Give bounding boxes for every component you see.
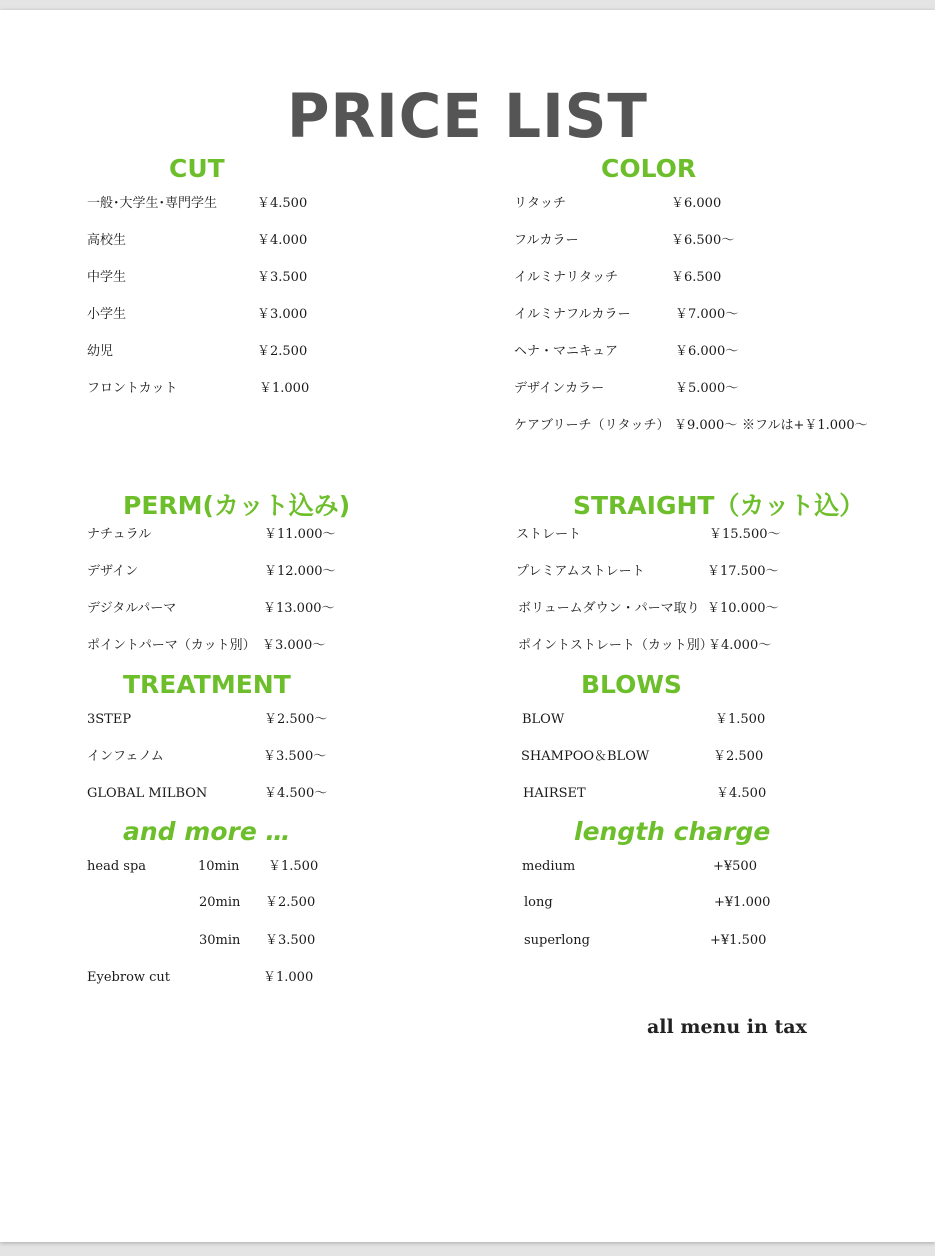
cut-heading: CUT (169, 154, 225, 183)
blows-item-price: ￥1.500 (715, 712, 766, 727)
cut-item-price: ￥1.000 (259, 381, 310, 396)
color-item-name: フルカラー (514, 233, 579, 248)
straight-heading: STRAIGHT（カット込） (573, 491, 865, 520)
color-item-price: ￥6.500～ (671, 233, 735, 248)
blows-item-price: ￥2.500 (713, 749, 764, 764)
straight-item-name: プレミアムストレート (516, 564, 645, 579)
treatment-item-price: ￥3.500～ (263, 749, 327, 764)
and-more-item-duration: 10min (198, 859, 240, 874)
straight-item-name: ポイントストレート（カット別） (518, 638, 713, 653)
color-heading: COLOR (601, 154, 697, 183)
cut-item-price: ￥3.500 (257, 270, 308, 285)
and-more-item-price: ￥1.000 (263, 970, 314, 985)
treatment-heading: TREATMENT (123, 670, 291, 699)
and-more-item-price: ￥3.500 (265, 933, 316, 948)
length-charge-item-name: medium (522, 859, 576, 874)
cut-item-price: ￥3.000 (257, 307, 308, 322)
treatment-item-name: インフェノム (87, 749, 164, 764)
and-more-heading: and more … (123, 817, 291, 846)
blows-heading: BLOWS (581, 670, 682, 699)
straight-item-name: ストレート (516, 527, 582, 542)
perm-item-name: デザイン (87, 564, 139, 579)
perm-item-name: ポイントパーマ（カット別） (87, 638, 256, 653)
treatment-item-price: ￥4.500～ (264, 786, 328, 801)
length-charge-heading: length charge (574, 817, 771, 846)
color-item-name: デザインカラー (514, 381, 605, 396)
length-charge-item-price: +¥1.500 (710, 933, 767, 948)
cut-item-price: ￥2.500 (257, 344, 308, 359)
color-item-name: イルミナフルカラー (514, 307, 631, 322)
cut-item-name: フロントカット (87, 381, 178, 396)
perm-item-name: デジタルパーマ (87, 601, 177, 616)
treatment-item-name: GLOBAL MILBON (87, 786, 208, 801)
color-item-name: リタッチ (514, 196, 567, 211)
and-more-item-price: ￥1.500 (268, 859, 319, 874)
blows-item-price: ￥4.500 (716, 786, 767, 801)
and-more-item-price: ￥2.500 (265, 895, 316, 910)
straight-item-price: ￥4.000～ (708, 638, 772, 653)
tax-note: all menu in tax (647, 1016, 807, 1038)
length-charge-item-price: +¥500 (713, 859, 757, 874)
color-item-price: ￥7.000～ (675, 307, 739, 322)
straight-item-price: ￥15.500～ (709, 527, 781, 542)
cut-item-name: 小学生 (87, 307, 127, 322)
color-item-note: ※フルは+￥1.000～ (742, 418, 868, 433)
length-charge-item-name: superlong (524, 933, 590, 948)
page-title: PRICE LIST (286, 80, 648, 152)
cut-item-price: ￥4.500 (257, 196, 308, 211)
perm-item-price: ￥12.000～ (264, 564, 336, 579)
price-list-page (0, 10, 935, 1242)
cut-item-name: 中学生 (87, 270, 127, 285)
blows-item-name: HAIRSET (523, 786, 586, 801)
perm-item-name: ナチュラル (87, 527, 152, 542)
perm-item-price: ￥13.000～ (263, 601, 335, 616)
perm-item-price: ￥3.000～ (262, 638, 326, 653)
color-item-name: イルミナリタッチ (514, 270, 619, 285)
length-charge-item-name: long (524, 895, 553, 910)
cut-item-name: 一般･大学生･専門学生 (87, 196, 218, 211)
color-item-price: ￥6.000 (671, 196, 722, 211)
length-charge-item-price: +¥1.000 (714, 895, 771, 910)
and-more-item-duration: 30min (199, 933, 241, 948)
treatment-item-name: 3STEP (87, 712, 132, 727)
color-item-price: ￥5.000～ (675, 381, 739, 396)
and-more-item-name: Eyebrow cut (87, 970, 171, 985)
perm-item-price: ￥11.000～ (264, 527, 336, 542)
color-item-price: ￥6.000～ (675, 344, 739, 359)
and-more-item-duration: 20min (199, 895, 241, 910)
color-item-name: ケアブリーチ（リタッチ） (514, 418, 670, 433)
straight-item-name: ボリュームダウン・パーマ取り (518, 601, 700, 616)
straight-item-price: ￥10.000～ (707, 601, 779, 616)
straight-item-price: ￥17.500～ (707, 564, 779, 579)
and-more-item-name: head spa (87, 859, 147, 874)
cut-item-name: 高校生 (87, 233, 127, 248)
color-item-price: ￥9.000～ (674, 418, 738, 433)
treatment-item-price: ￥2.500～ (264, 712, 328, 727)
blows-item-name: BLOW (522, 712, 565, 727)
color-item-price: ￥6.500 (671, 270, 722, 285)
cut-item-price: ￥4.000 (257, 233, 308, 248)
perm-heading: PERM(カット込み) (123, 491, 351, 520)
color-item-name: ヘナ・マニキュア (514, 344, 619, 359)
blows-item-name: SHAMPOO＆BLOW (521, 749, 650, 764)
cut-item-name: 幼児 (87, 344, 114, 359)
